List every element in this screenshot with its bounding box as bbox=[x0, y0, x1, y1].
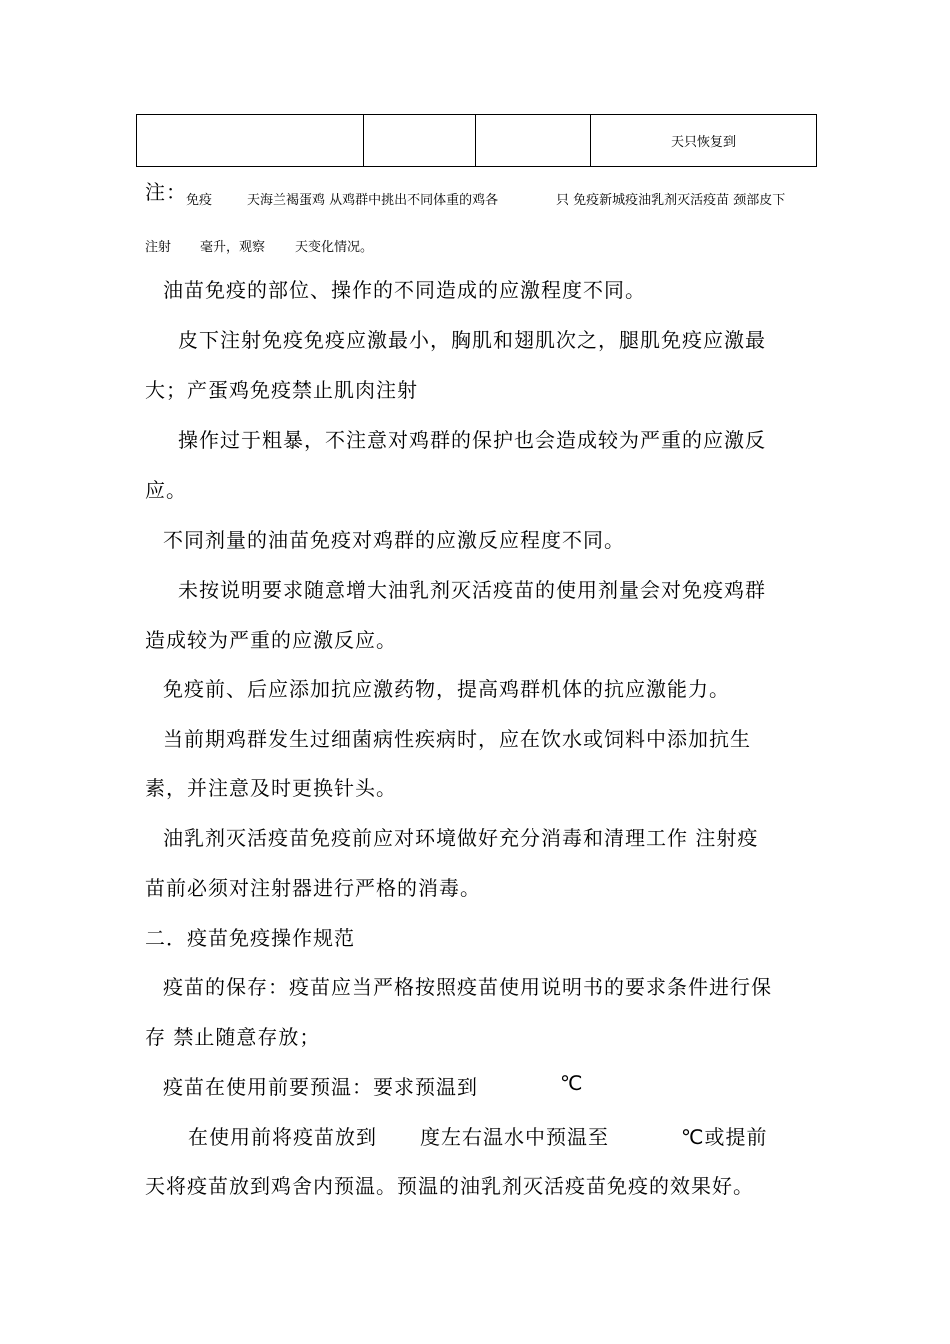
note-text: 只 免疫新城疫油乳剂灭活疫苗 颈部皮下 bbox=[556, 193, 786, 208]
section-heading: 二．疫苗免疫操作规范 bbox=[145, 926, 355, 950]
paragraph-line: 应。 bbox=[145, 478, 187, 502]
paragraph-line: 造成较为严重的应激反应。 bbox=[145, 628, 397, 652]
table-cell bbox=[364, 115, 476, 166]
data-table bbox=[136, 114, 817, 167]
paragraph-line: 皮下注射免疫免疫应激最小，胸肌和翅肌次之，腿肌免疫应激最 bbox=[178, 328, 766, 352]
paragraph-line: 操作过于粗暴，不注意对鸡群的保护也会造成较为严重的应激反 bbox=[178, 428, 766, 452]
note-label: 注： bbox=[145, 180, 187, 204]
note-text: 毫升，观察 bbox=[200, 240, 266, 255]
note-text: 天海兰褐蛋鸡 从鸡群中挑出不同体重的鸡各 bbox=[247, 193, 499, 208]
paragraph-line: 未按说明要求随意增大油乳剂灭活疫苗的使用剂量会对免疫鸡群 bbox=[178, 578, 766, 602]
note-text: 免疫 bbox=[186, 193, 213, 208]
paragraph-line: 不同剂量的油苗免疫对鸡群的应激反应程度不同。 bbox=[163, 528, 625, 552]
paragraph-line: 当前期鸡群发生过细菌病性疾病时，应在饮水或饲料中添加抗生 bbox=[163, 727, 751, 751]
paragraph-line: 油苗免疫的部位、操作的不同造成的应激程度不同。 bbox=[163, 278, 646, 302]
note-text: 天变化情况。 bbox=[295, 240, 374, 255]
paragraph-line: ℃或提前 bbox=[681, 1125, 768, 1149]
paragraph-line: 天将疫苗放到鸡舍内预温。预温的油乳剂灭活疫苗免疫的效果好。 bbox=[145, 1174, 754, 1198]
paragraph-line: 大；产蛋鸡免疫禁止肌肉注射 bbox=[145, 378, 418, 402]
table-cell: 天只恢复到 bbox=[670, 135, 736, 150]
paragraph-line: 油乳剂灭活疫苗免疫前应对环境做好充分消毒和清理工作 注射疫 bbox=[163, 826, 759, 850]
table-cell bbox=[137, 115, 364, 166]
paragraph-line: 免疫前、后应添加抗应激药物，提高鸡群机体的抗应激能力。 bbox=[163, 677, 730, 701]
paragraph-line: 素，并注意及时更换针头。 bbox=[145, 776, 397, 800]
paragraph-line: 存 禁止随意存放； bbox=[145, 1025, 321, 1049]
paragraph-line: 疫苗在使用前要预温：要求预温到 bbox=[163, 1075, 478, 1099]
table-cell bbox=[476, 115, 591, 166]
paragraph-line: 疫苗的保存：疫苗应当严格按照疫苗使用说明书的要求条件进行保 bbox=[163, 975, 772, 999]
paragraph-line: 在使用前将疫苗放到 bbox=[188, 1125, 377, 1149]
paragraph-line: 苗前必须对注射器进行严格的消毒。 bbox=[145, 876, 481, 900]
paragraph-line: 度左右温水中预温至 bbox=[420, 1125, 609, 1149]
paragraph-line: ℃ bbox=[560, 1071, 584, 1095]
note-text: 注射 bbox=[145, 240, 172, 255]
